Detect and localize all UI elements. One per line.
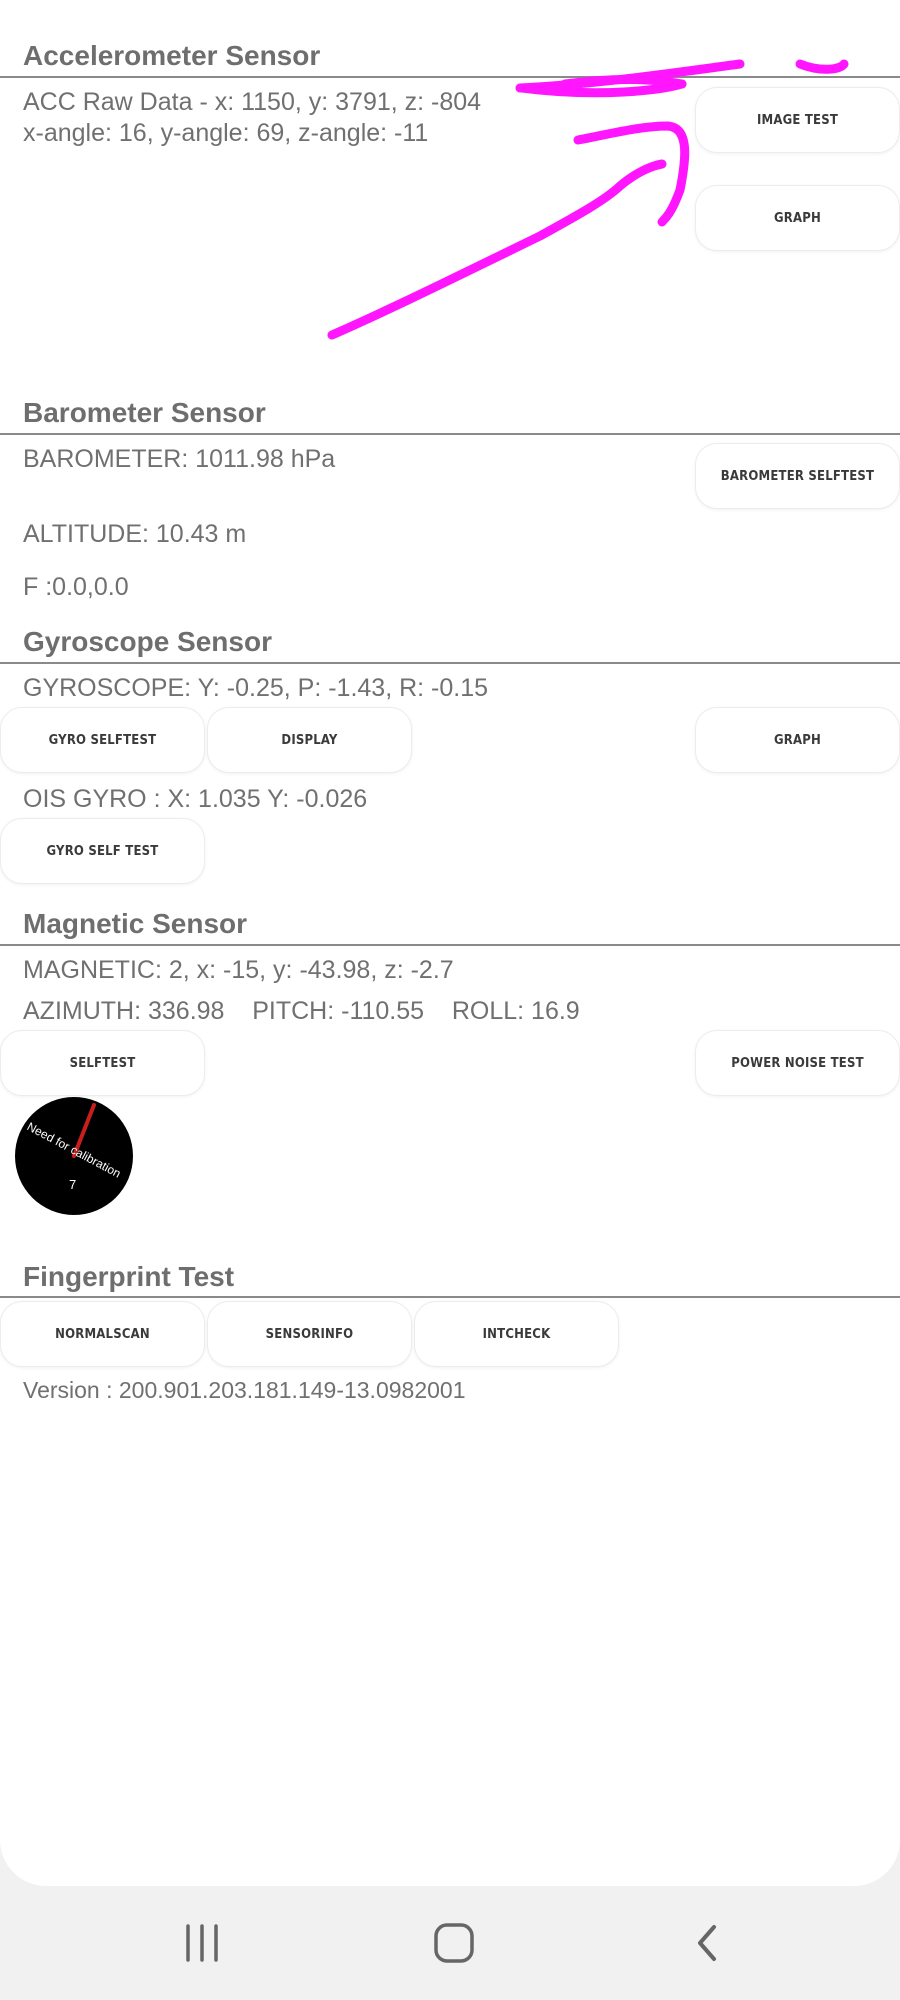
gyro-selftest-button[interactable]: GYRO SELFTEST	[0, 707, 205, 773]
barometer-altitude: ALTITUDE: 10.43 m	[23, 520, 247, 548]
sensorinfo-button[interactable]: SENSORINFO	[207, 1301, 412, 1367]
home-icon	[432, 1921, 476, 1965]
acc-raw-data: ACC Raw Data - x: 1150, y: 3791, z: -804	[23, 88, 482, 116]
magnetic-title: Magnetic Sensor	[23, 908, 248, 939]
normalscan-button[interactable]: NORMALSCAN	[0, 1301, 205, 1367]
magnetic-selftest-button[interactable]: SELFTEST	[0, 1030, 205, 1096]
acc-graph-button[interactable]: GRAPH	[695, 185, 900, 251]
home-button[interactable]	[394, 1886, 514, 2000]
navigation-bar	[0, 1886, 900, 2000]
gyroscope-divider	[0, 662, 900, 664]
accelerometer-divider	[0, 76, 900, 78]
magnetic-orientation: AZIMUTH: 336.98 PITCH: -110.55 ROLL: 16.9	[23, 997, 580, 1025]
recent-apps-icon	[182, 1923, 222, 1963]
recent-apps-button[interactable]	[142, 1886, 262, 2000]
barometer-selftest-button[interactable]: BAROMETER SELFTEST	[695, 443, 900, 509]
image-test-button[interactable]: IMAGE TEST	[695, 87, 900, 153]
ois-gyro-values: OIS GYRO : X: 1.035 Y: -0.026	[23, 785, 368, 813]
accelerometer-title: Accelerometer Sensor	[23, 40, 321, 71]
power-noise-test-button[interactable]: POWER NOISE TEST	[695, 1030, 900, 1096]
calibration-text: Need for calibration	[24, 1119, 124, 1181]
back-button[interactable]	[648, 1886, 768, 2000]
intcheck-button[interactable]: INTCHECK	[414, 1301, 619, 1367]
fingerprint-title: Fingerprint Test	[23, 1261, 235, 1292]
barometer-divider	[0, 433, 900, 435]
acc-angles: x-angle: 16, y-angle: 69, z-angle: -11	[23, 119, 429, 147]
gyro-graph-button[interactable]: GRAPH	[695, 707, 900, 773]
barometer-pressure: BAROMETER: 1011.98 hPa	[23, 445, 336, 473]
calibration-value: 7	[69, 1177, 77, 1192]
barometer-title: Barometer Sensor	[23, 397, 266, 428]
gyroscope-title: Gyroscope Sensor	[23, 626, 272, 657]
gyroscope-values: GYROSCOPE: Y: -0.25, P: -1.43, R: -0.15	[23, 674, 489, 702]
fingerprint-version: Version : 200.901.203.181.149-13.0982001	[23, 1377, 466, 1403]
back-icon	[688, 1923, 728, 1963]
barometer-f-value: F :0.0,0.0	[23, 573, 129, 601]
magnetic-divider	[0, 944, 900, 946]
gyro-display-button[interactable]: DISPLAY	[207, 707, 412, 773]
fingerprint-divider	[0, 1296, 900, 1298]
magnetic-values: MAGNETIC: 2, x: -15, y: -43.98, z: -2.7	[23, 956, 454, 984]
compass-dial	[15, 1097, 133, 1215]
gyro-self-test-button[interactable]: GYRO SELF TEST	[0, 818, 205, 884]
